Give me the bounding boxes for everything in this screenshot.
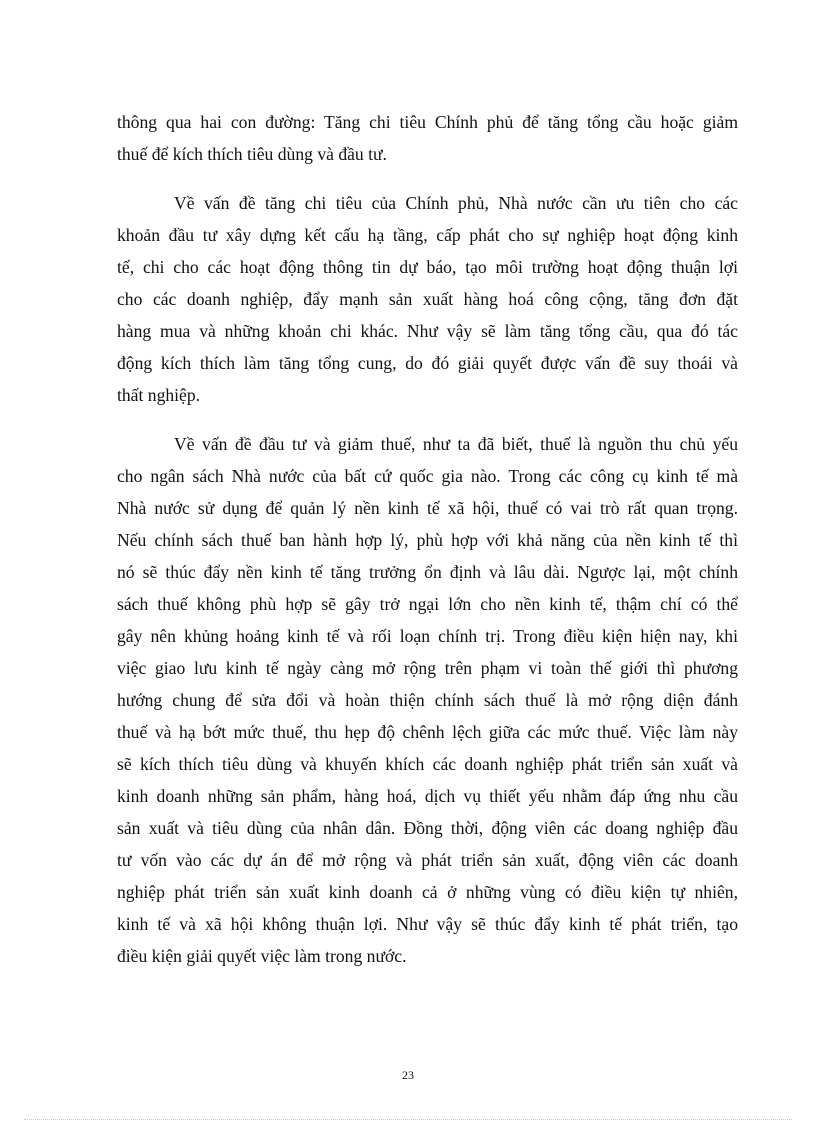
page-bottom-divider [24, 1119, 792, 1120]
paragraph-line: kinh doanh những sản phẩm, hàng hoá, dịch vụ thiết yếu nhằm đáp ứng nhu cầu [117, 786, 738, 806]
paragraph-3 [117, 428, 738, 972]
paragraph-line: Nếu chính sách thuế ban hành hợp lý, phù hợp với khả năng của nền kinh tế thì [117, 530, 738, 550]
paragraph-1 [117, 106, 738, 170]
paragraph-line: tế, chi cho các hoạt động thông tin dự báo, tạo môi trường hoạt động thuận lợi [117, 257, 738, 277]
paragraph-line: thuế để kích thích tiêu dùng và đầu tư. [117, 144, 387, 164]
paragraph-line: động kích thích làm tăng tổng cung, do đó giải quyết được vấn đề suy thoái và [117, 353, 738, 373]
paragraph-line: thất nghiệp. [117, 385, 201, 405]
paragraph-line: nghiệp phát triển sản xuất kinh doanh cả ở những vùng có điều kiện tự nhiên, [117, 882, 738, 902]
paragraph-line: sách thuế không phù hợp sẽ gây trở ngại lớn cho nền kinh tế, thậm chí có thể [117, 594, 738, 614]
paragraph-line: kinh tế và xã hội không thuận lợi. Như vậy sẽ thúc đẩy kinh tế phát triển, tạo [117, 914, 738, 934]
paragraph-2 [117, 187, 738, 411]
paragraph-line: thông qua hai con đường: Tăng chi tiêu Chính phủ để tăng tổng cầu hoặc giảm [117, 112, 738, 132]
paragraph-line: khoản đầu tư xây dựng kết cấu hạ tầng, cấp phát cho sự nghiệp hoạt động kinh [117, 225, 738, 245]
paragraph-line: việc giao lưu kinh tế ngày càng mở rộng trên phạm vi toàn thế giới thì phương [117, 658, 738, 678]
paragraph-line: cho ngân sách Nhà nước của bất cứ quốc gia nào. Trong các công cụ kinh tế mà [117, 466, 738, 486]
paragraph-line: nó sẽ thúc đẩy nền kinh tế tăng trưởng ổn định và lâu dài. Ngược lại, một chính [117, 562, 738, 582]
paragraph-line: gây nên khủng hoảng kinh tế và rối loạn chính trị. Trong điều kiện hiện nay, khi [117, 626, 738, 646]
paragraph-line: thuế và hạ bớt mức thuế, thu hẹp độ chênh lệch giữa các mức thuế. Việc làm này [117, 722, 738, 742]
paragraph-line: hàng mua và những khoản chi khác. Như vậy sẽ làm tăng tổng cầu, qua đó tác [117, 321, 738, 341]
paragraph-line: điều kiện giải quyết việc làm trong nước. [117, 946, 407, 966]
paragraph-line: cho các doanh nghiệp, đẩy mạnh sản xuất hàng hoá công cộng, tăng đơn đặt [117, 289, 738, 309]
paragraph-line: tư vốn vào các dự án để mở rộng và phát triển sản xuất, động viên các doanh [117, 850, 738, 870]
paragraph-line: Nhà nước sử dụng để quản lý nền kinh tế xã hội, thuế có vai trò rất quan trọng. [117, 498, 738, 518]
paragraph-line: Về vấn đề tăng chi tiêu của Chính phủ, Nhà nước cần ưu tiên cho các [174, 193, 738, 213]
paragraph-line: hướng chung để sửa đổi và hoàn thiện chính sách thuế là mở rộng diện đánh [117, 690, 738, 710]
paragraph-line: Về vấn đề đầu tư và giảm thuế, như ta đã biết, thuế là nguồn thu chủ yếu [174, 434, 738, 454]
paragraph-line: sản xuất và tiêu dùng của nhân dân. Đồng thời, động viên các doang nghiệp đầu [117, 818, 738, 838]
paragraph-line: sẽ kích thích tiêu dùng và khuyến khích các doanh nghiệp phát triển sản xuất và [117, 754, 738, 774]
page-number: 23 [402, 1068, 414, 1082]
